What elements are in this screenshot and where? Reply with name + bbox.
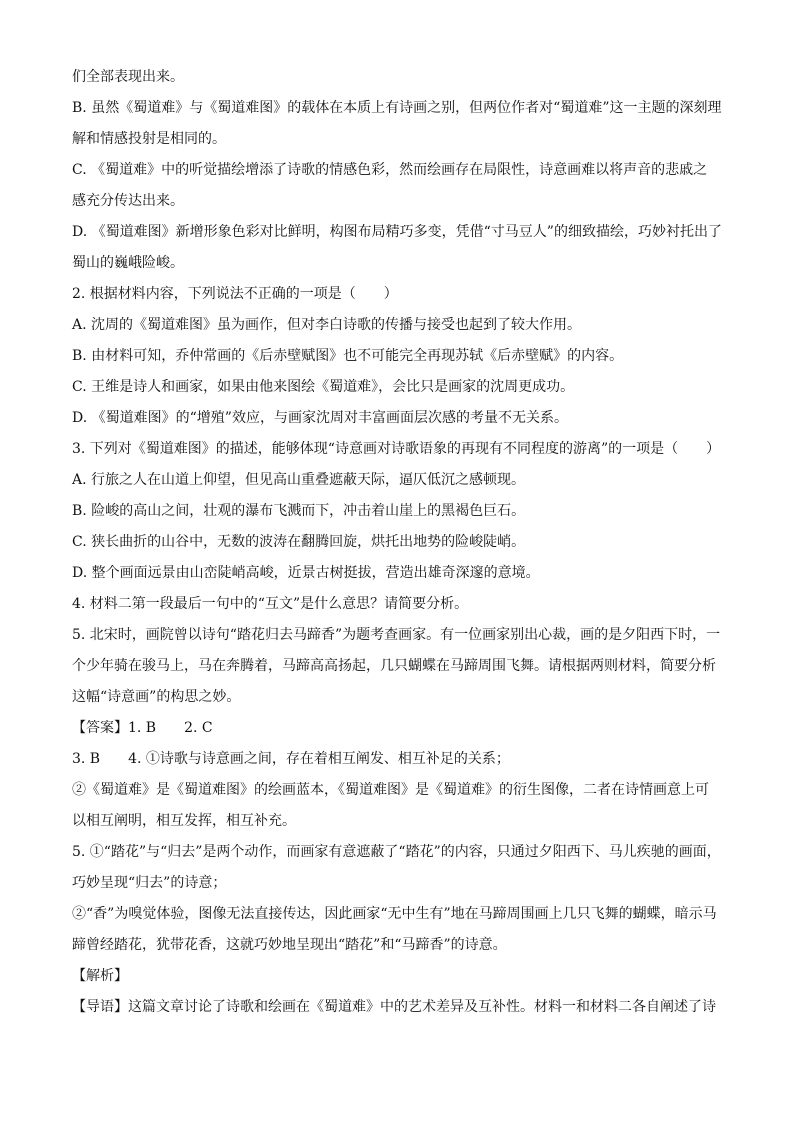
answer-line: 巧妙呈现“归去”的诗意； [72,875,227,891]
option-d-line: D. 《蜀道难图》新增形象色彩对比鲜明，构图布局精巧多变，凭借“寸马豆人”的细致描绘，巧妙衬托出了 [72,224,722,240]
text-line: 们全部表现出来。 [72,69,184,85]
answer-heading: 【答案】1. B 2. C [72,720,213,736]
text-line: 蜀山的巍峨险峻。 [72,255,184,271]
answer-line: ②“香”为嗅觉体验，图像无法直接传达，因此画家“无中生有”地在马蹄周围画上几只飞舞的蝴蝶，暗示马 [72,906,717,922]
guide-line: 【导语】这篇文章讨论了诗歌和绘画在《蜀道难》中的艺术差异及互补性。材料一和材料二各自阐述了诗 [72,999,716,1015]
answer-line: 3. B 4. ①诗歌与诗意画之间，存在着相互阐发、相互补足的关系； [72,751,510,767]
answer-line: ②《蜀道难》是《蜀道难图》的绘画蓝本，《蜀道难图》是《蜀道难》的衍生图像，二者在诗情画意上可 [72,782,709,798]
q2-option-b: B. 由材料可知，乔仲常画的《后赤壁赋图》也不可能完全再现苏轼《后赤壁赋》的内容。 [72,348,624,364]
document-body [72,62,724,1023]
answer-line: 蹄曾经踏花，犹带花香，这就巧妙地呈现出“踏花”和“马蹄香”的诗意。 [72,937,507,953]
q2-option-c: C. 王维是诗人和画家，如果由他来图绘《蜀道难》，会比只是画家的沈周更成功。 [72,379,575,395]
text-line: 解和情感投射是相同的。 [72,131,226,147]
answer-line: 以相互阐明，相互发挥，相互补充。 [72,813,296,829]
q3-option-d: D. 整个画面远景由山峦陡峭高峻，近景古树挺拔，营造出雄奇深邃的意境。 [72,565,540,581]
q2-option-a: A. 沈周的《蜀道难图》虽为画作，但对李白诗歌的传播与接受也起到了较大作用。 [72,317,582,333]
q3-option-c: C. 狭长曲折的山谷中，无数的波涛在翻腾回旋，烘托出地势的险峻陡峭。 [72,534,526,550]
question-2: 2. 根据材料内容，下列说法不正确的一项是（ ） [72,286,398,302]
question-3: 3. 下列对《蜀道难图》的描述，能够体现“诗意画对诗歌语象的再现有不同程度的游离”的一项是（ ） [72,441,721,457]
text-line: 感充分传达出来。 [72,193,184,209]
text-line: 这幅“诗意画”的构思之妙。 [72,689,241,705]
q3-option-b: B. 险峻的高山之间，壮观的瀑布飞溅而下，冲击着山崖上的黑褐色巨石。 [72,503,526,519]
question-4: 4. 材料二第一段最后一句中的“互文”是什么意思？请简要分析。 [72,596,469,612]
q2-option-d: D. 《蜀道难图》的“增殖”效应，与画家沈周对丰富画面层次感的考量不无关系。 [72,410,568,426]
question-5: 5. 北宋时，画院曾以诗句“踏花归去马蹄香”为题考查画家。有一位画家别出心裁，画的是夕阳西下时，一 [72,627,721,643]
text-line: 个少年骑在骏马上，马在奔腾着，马蹄高高扬起，几只蝴蝶在马蹄周围飞舞。请根据两则材料，简要分析 [72,658,716,674]
answer-line: 5. ①“踏花”与“归去”是两个动作，而画家有意遮蔽了“踏花”的内容，只通过夕阳西下、马儿疾驰的画面， [72,844,721,860]
option-c-line: C. 《蜀道难》中的听觉描绘增添了诗歌的情感色彩，然而绘画存在局限性，诗意画难以将声音的悲戚之 [72,162,708,178]
analysis-heading: 【解析】 [72,968,128,984]
option-b-line: B. 虽然《蜀道难》与《蜀道难图》的载体在本质上有诗画之别，但两位作者对“蜀道难”这一主题的深刻理 [72,100,722,116]
q3-option-a: A. 行旅之人在山道上仰望，但见高山重叠遮蔽天际，逼仄低沉之感顿现。 [72,472,526,488]
